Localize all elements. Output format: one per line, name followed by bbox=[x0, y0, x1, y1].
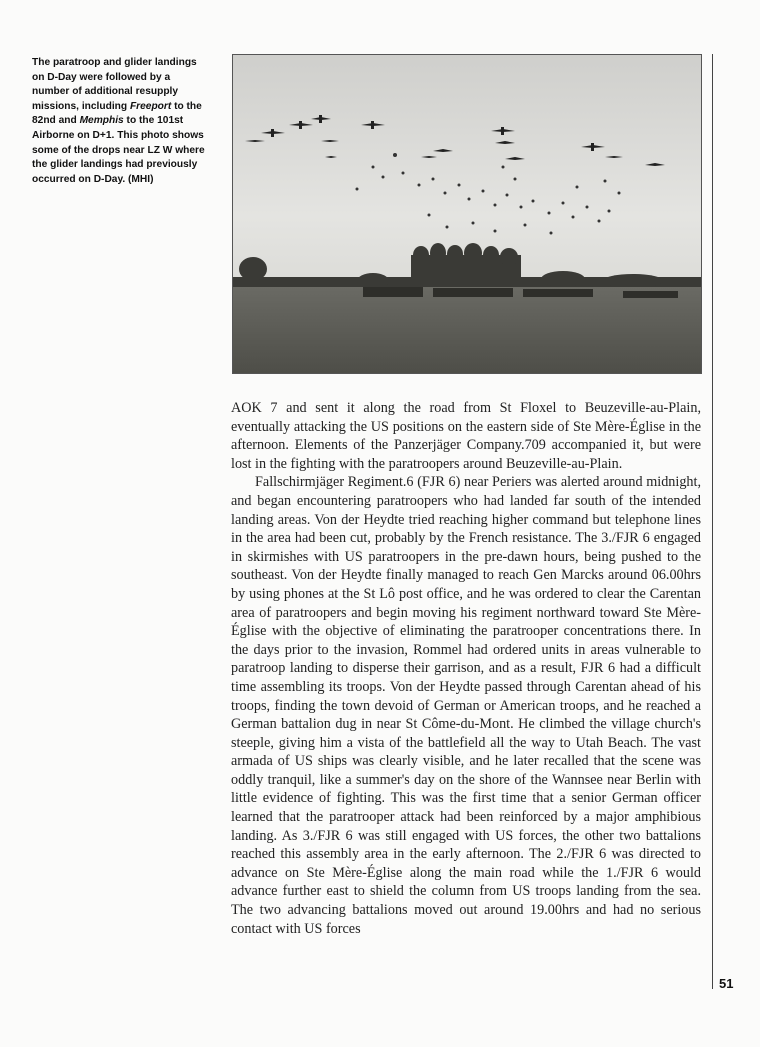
airdrop-photo-illustration bbox=[233, 55, 701, 373]
caption-text-1: The paratroop and glider landings on D-Day were followed by a number of additional resupply missions, including bbox=[32, 57, 197, 112]
caption-text-3: to the 101st Airborne on D+1. This photo shows some of the drops near LZ W where the glider landings had previously occurred on D-Day. (MHI) bbox=[32, 115, 205, 185]
margin-rule bbox=[712, 54, 713, 989]
caption-memphis: Memphis bbox=[79, 115, 124, 127]
page-number: 51 bbox=[719, 976, 734, 991]
photo-caption bbox=[32, 56, 210, 187]
body-paragraph: AOK 7 and sent it along the road from St Floxel to Beuzeville-au-Plain, eventually attacking the US positions on the eastern side of Ste Mère-Église in the afternoon. Elements of the Panzerjäger Company.709 accompanied it, but were lost in the fighting with the paratroopers around Beuzeville-au-Plain. bbox=[231, 400, 701, 472]
body-paragraph: Fallschirmjäger Regiment.6 (FJR 6) near Periers was alerted around midnight, and began encountering paratroopers who had landed far south of the intended landing areas. Von der Heydte tried reaching higher command but telephone lines in the area had been cut, probably by the French resistance. The 3./FJR 6 engaged in skirmishes with US paratroopers in the pre-dawn hours, being pushed to the southeast. Von der Heydte finally managed to reach Gen Marcks around 06.00hrs by using phones at the St Lô post office, and he was ordered to clear the Carentan area of paratroopers and begin moving his regiment northward toward Ste Mère-Église with the objective of eliminating the paratrooper concentrations there. In the days prior to the invasion, Rommel had ordered units in areas vulnerable to paratroop landing to disperse their garrison, and as a result, FJR 6 had a difficult time assembling its troops. Von der Heydte passed through Carentan ahead of his troops, finding the town devoid of German or American troops, and he reached a German battalion dug in near St Côme-du-Mont. He climbed the village church's steeple, giving him a vista of the battlefield all the way to Utah Beach. The vast armada of US ships was clearly visible, and he later recalled that the scene was oddly tranquil, like a summer's day on the shore of the Wannsee near Berlin with little evidence of fighting. This was the first time that a senior German officer learned that the paratrooper attack had been reinforced by a major amphibious landing. As 3./FJR 6 was still engaged with US forces, the other two battalions reached this assembly area in the early afternoon. The 2./FJR 6 was directed to advance on Ste Mère-Église along the main road while the 1./FJR 6 would advance further east to shield the column from US troops landing from the sea. The two advancing battalions moved out around 19.00hrs and had no serious contact with US forces bbox=[231, 474, 701, 937]
body-text bbox=[231, 399, 701, 938]
caption-text-2: to the 82nd and bbox=[32, 100, 202, 127]
field bbox=[233, 287, 701, 373]
caption-freeport: Freeport bbox=[129, 100, 172, 112]
airdrop-photo bbox=[232, 54, 702, 374]
